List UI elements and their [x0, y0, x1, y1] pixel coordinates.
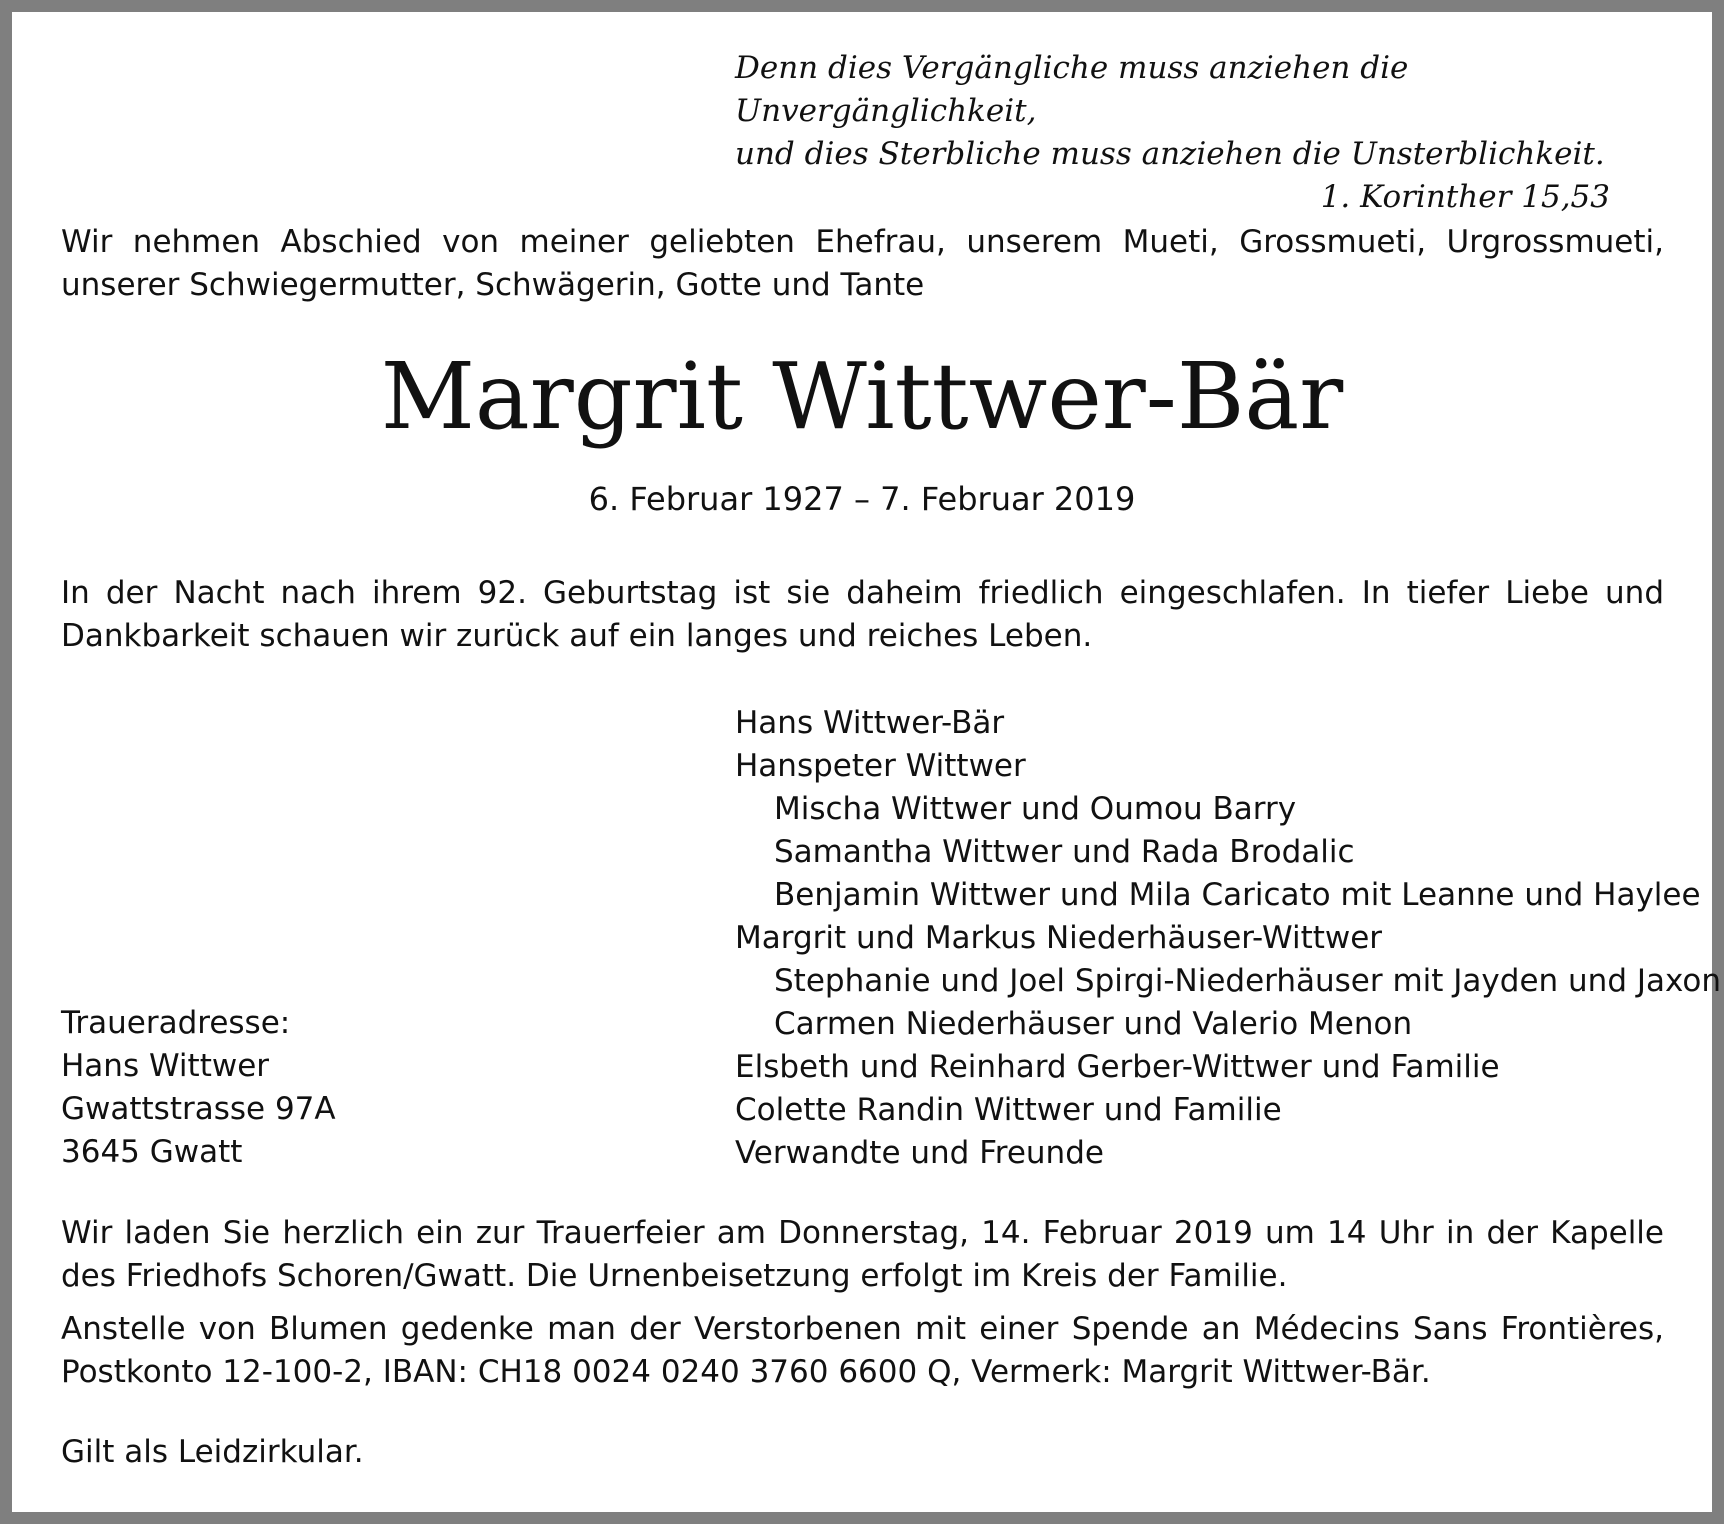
mourners-list: [735, 702, 1721, 1175]
mourner-entry: Verwandte und Freunde: [735, 1135, 1104, 1171]
address-street: Gwattstrasse 97A: [61, 1091, 336, 1127]
bible-verse: [735, 47, 1610, 219]
mourner-entry: Stephanie und Joel Spirgi-Niederhäuser mit Jayden und Jaxon: [774, 963, 1721, 999]
mourner-entry: Benjamin Wittwer und Mila Caricato mit Leanne und Haylee: [774, 877, 1701, 913]
mourner-entry: Hans Wittwer-Bär: [735, 705, 1005, 741]
deceased-name: Margrit Wittwer-Bär: [380, 343, 1344, 450]
mourner-entry: Carmen Niederhäuser und Valerio Menon: [774, 1006, 1413, 1042]
verse-line-2: und dies Sterbliche muss anziehen die Unsterblichkeit.: [735, 136, 1605, 172]
verse-reference: 1. Korinther 15,53: [1320, 179, 1610, 215]
mourner-entry: Hanspeter Wittwer: [735, 748, 1026, 784]
address-label: Traueradresse:: [61, 1005, 291, 1041]
verse-line-1: Denn dies Vergängliche muss anziehen die Unvergänglichkeit,: [735, 50, 1409, 129]
donation-note: Anstelle von Blumen gedenke man der Verstorbenen mit einer Spende an Médecins Sans Frontières, Postkonto 12-100-2, IBAN: CH18 0024 0240 3760 6600 Q, Vermerk: Margrit Wittwer-Bär.: [61, 1311, 1664, 1390]
mourner-entry: Elsbeth und Reinhard Gerber-Wittwer und Familie: [735, 1049, 1500, 1085]
address-city: 3645 Gwatt: [61, 1134, 243, 1170]
address-name: Hans Wittwer: [61, 1048, 270, 1084]
mourning-address: [61, 1002, 661, 1174]
funeral-invitation: Wir laden Sie herzlich ein zur Trauerfeier am Donnerstag, 14. Februar 2019 um 14 Uhr in der Kapelle des Friedhofs Schoren/Gwatt. Die Urnenbeisetzung erfolgt im Kreis der Familie.: [61, 1215, 1664, 1294]
passing-message: In der Nacht nach ihrem 92. Geburtstag ist sie daheim friedlich eingeschlafen. In tiefer Liebe und Dankbarkeit schauen wir zurück auf ein langes und reiches Leben.: [61, 575, 1664, 654]
circular-note: Gilt als Leidzirkular.: [61, 1434, 364, 1470]
life-dates: 6. Februar 1927 – 7. Februar 2019: [588, 480, 1136, 518]
mourner-entry: Colette Randin Wittwer und Familie: [735, 1092, 1282, 1128]
farewell-intro: Wir nehmen Abschied von meiner geliebten Ehefrau, unserem Mueti, Grossmueti, Urgrossmueti, unserer Schwiegermutter, Schwägerin, Gotte und Tante: [61, 224, 1664, 303]
obituary-notice: [12, 12, 1721, 1512]
mourner-entry: Margrit und Markus Niederhäuser-Wittwer: [735, 920, 1383, 956]
mourner-entry: Mischa Wittwer und Oumou Barry: [774, 791, 1297, 827]
mourner-entry: Samantha Wittwer und Rada Brodalic: [774, 834, 1355, 870]
